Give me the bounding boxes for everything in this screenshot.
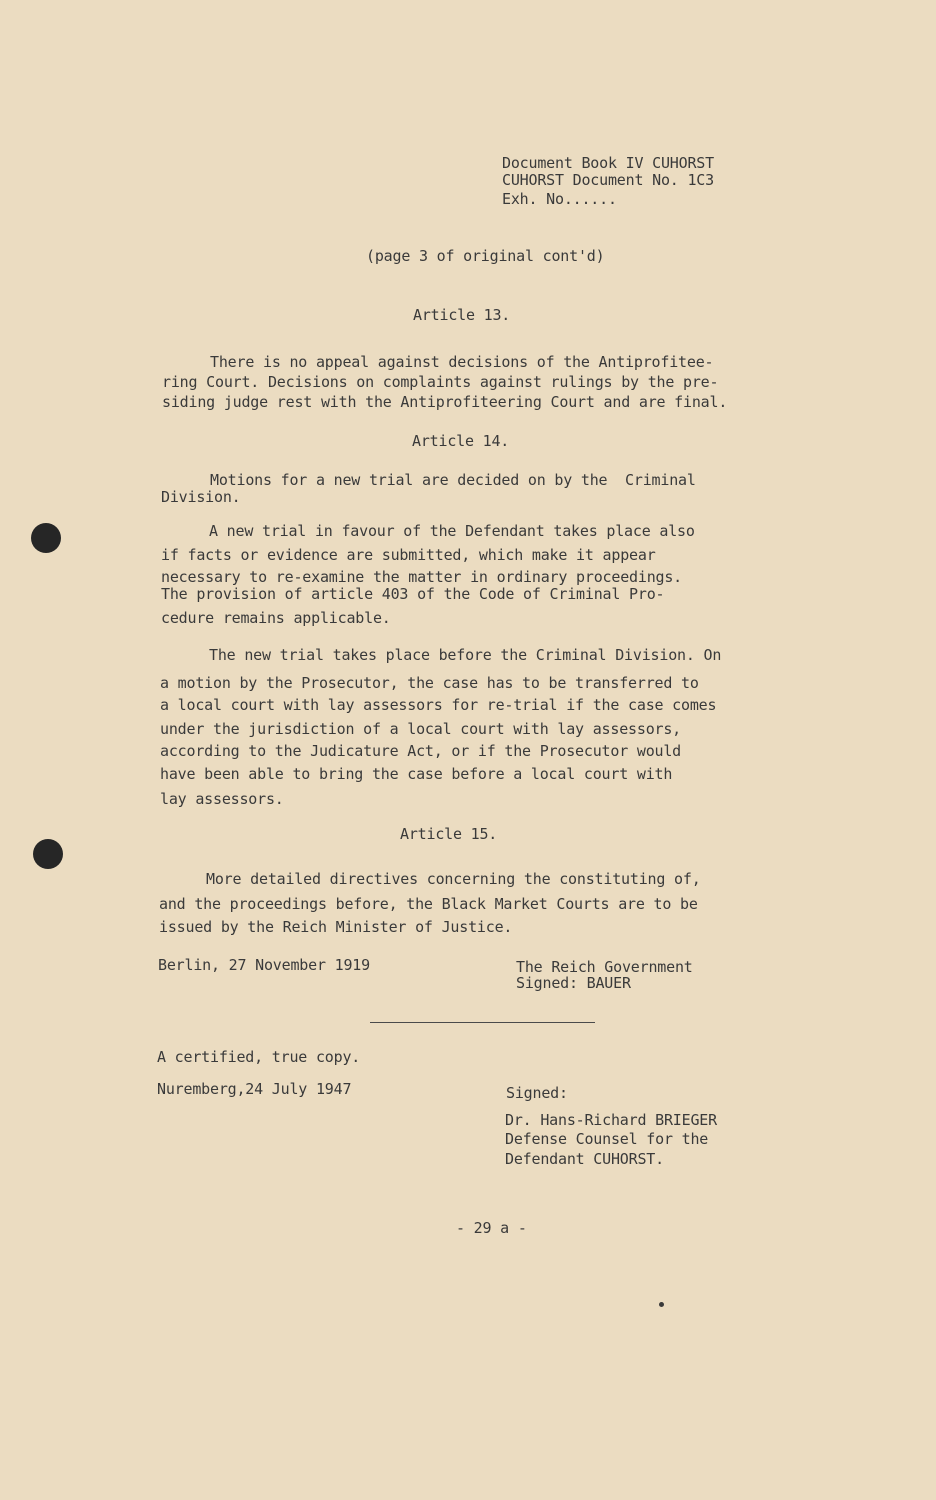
article-14-heading: Article 14.	[412, 432, 510, 450]
article-14-p3-line: under the jurisdiction of a local court with lay assessors,	[160, 720, 682, 738]
punch-hole-bottom	[33, 839, 63, 869]
certification-signed-label: Signed:	[506, 1084, 568, 1102]
article-14-p3-line: lay assessors.	[160, 790, 284, 808]
article-15-heading: Article 15.	[400, 825, 498, 843]
signer-line: Defense Counsel for the	[505, 1130, 709, 1148]
article-14-p1-line: Division.	[161, 488, 241, 506]
article-14-p2-line: A new trial in favour of the Defendant takes place also	[209, 522, 695, 540]
article-13-heading: Article 13.	[413, 306, 511, 324]
article-14-p3-line: according to the Judicature Act, or if the Prosecutor would	[160, 742, 682, 760]
header-line-3: Exh. No......	[502, 190, 617, 208]
article-15-line: and the proceedings before, the Black Market Courts are to be	[159, 895, 698, 913]
article-15-line: More detailed directives concerning the constituting of,	[206, 870, 701, 888]
header-line-1: Document Book IV CUHORST	[502, 154, 714, 172]
article-14-p3-line: a motion by the Prosecutor, the case has to be transferred to	[160, 674, 699, 692]
page-note: (page 3 of original cont'd)	[366, 247, 605, 265]
signing-place-date: Berlin, 27 November 1919	[158, 956, 370, 974]
signing-signed: Signed: BAUER	[516, 974, 631, 992]
article-14-p2-line: if facts or evidence are submitted, which make it appear	[161, 546, 656, 564]
header-line-2: CUHORST Document No. 1C3	[502, 171, 714, 189]
article-14-p3-line: The new trial takes place before the Criminal Division. On	[209, 646, 722, 664]
certified-copy: A certified, true copy.	[157, 1048, 361, 1066]
article-14-p2-line: cedure remains applicable.	[161, 609, 391, 627]
page-number: - 29 a -	[456, 1219, 527, 1237]
signing-government: The Reich Government	[516, 958, 693, 976]
article-13-line: There is no appeal against decisions of the Antiprofitee-	[210, 353, 714, 371]
certification-place-date: Nuremberg,24 July 1947	[157, 1080, 352, 1098]
article-14-p3-line: a local court with lay assessors for re-trial if the case comes	[160, 696, 717, 714]
article-14-p3-line: have been able to bring the case before a local court with	[160, 765, 673, 783]
article-14-p1-line: Motions for a new trial are decided on by the Criminal	[210, 471, 696, 489]
punch-hole-top	[31, 523, 61, 553]
ink-speck	[659, 1302, 664, 1307]
article-15-line: issued by the Reich Minister of Justice.	[159, 918, 513, 936]
article-13-line: ring Court. Decisions on complaints against rulings by the pre-	[162, 373, 719, 391]
article-14-p2-line: The provision of article 403 of the Code of Criminal Pro-	[161, 585, 665, 603]
article-13-line: siding judge rest with the Antiprofiteering Court and are final.	[162, 393, 728, 411]
signer-line: Defendant CUHORST.	[505, 1150, 664, 1168]
signer-line: Dr. Hans-Richard BRIEGER	[505, 1111, 717, 1129]
article-14-p2-line: necessary to re-examine the matter in ordinary proceedings.	[161, 568, 683, 586]
separator-line	[370, 1022, 595, 1023]
